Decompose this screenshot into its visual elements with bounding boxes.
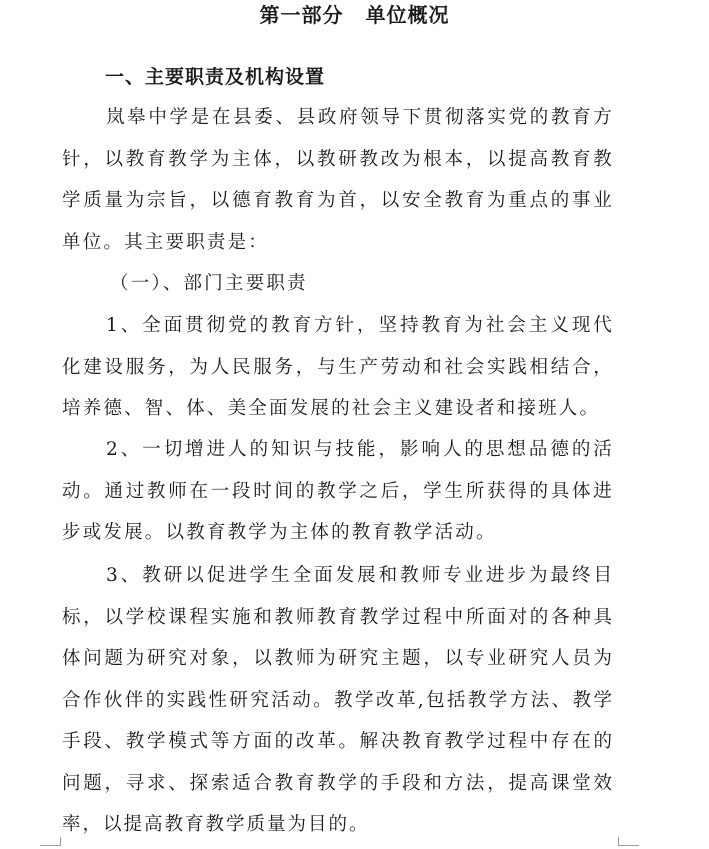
margin-corner-mark-left — [40, 837, 61, 846]
subheading: （一）、部门主要职责 — [110, 273, 308, 294]
margin-corner-mark-right — [618, 837, 639, 846]
page-title — [0, 2, 709, 28]
section-heading: 一、主要职责及机构设置 — [105, 66, 326, 88]
duty-item-2: 2、一切增进人的知识与技能，影响人的思想品德的活动。通过教师在一段时间的教学之后，学生所获得的具体进步或发展。以教育教学为主体的教育教学活动。 — [62, 439, 614, 543]
duty-item-1: 1、全面贯彻党的教育方针，坚持教育为社会主义现代化建设服务，为人民服务，与生产劳动和社会实践相结合，培养德、智、体、美全面发展的社会主义建设者和接班人。 — [62, 315, 614, 419]
title-name: 单位概况 — [365, 3, 450, 27]
duty-item-3: 3、教研以促进学生全面发展和教师专业进步为最终目标，以学校课程实施和教师教育教学过程中所面对的各种具体问题为研究对象，以教师为研究主题，以专业研究人员为合作伙伴的实践性研究活动。教学改革,包括教学方法、教学手段、教学模式等方面的改革。解决教育教学过程中存在的问题，寻求、探索适合教育教学的手段和方法，提高课堂效率，以提高教育教学质量为目的。 — [62, 565, 614, 835]
title-part: 第一部分 — [259, 3, 344, 27]
intro-paragraph: 岚皋中学是在县委、县政府领导下贯彻落实党的教育方针，以教育教学为主体，以教研教改为根本，以提高教育教学质量为宗旨，以德育教育为首，以安全教育为重点的事业单位。其主要职责是： — [62, 107, 614, 253]
